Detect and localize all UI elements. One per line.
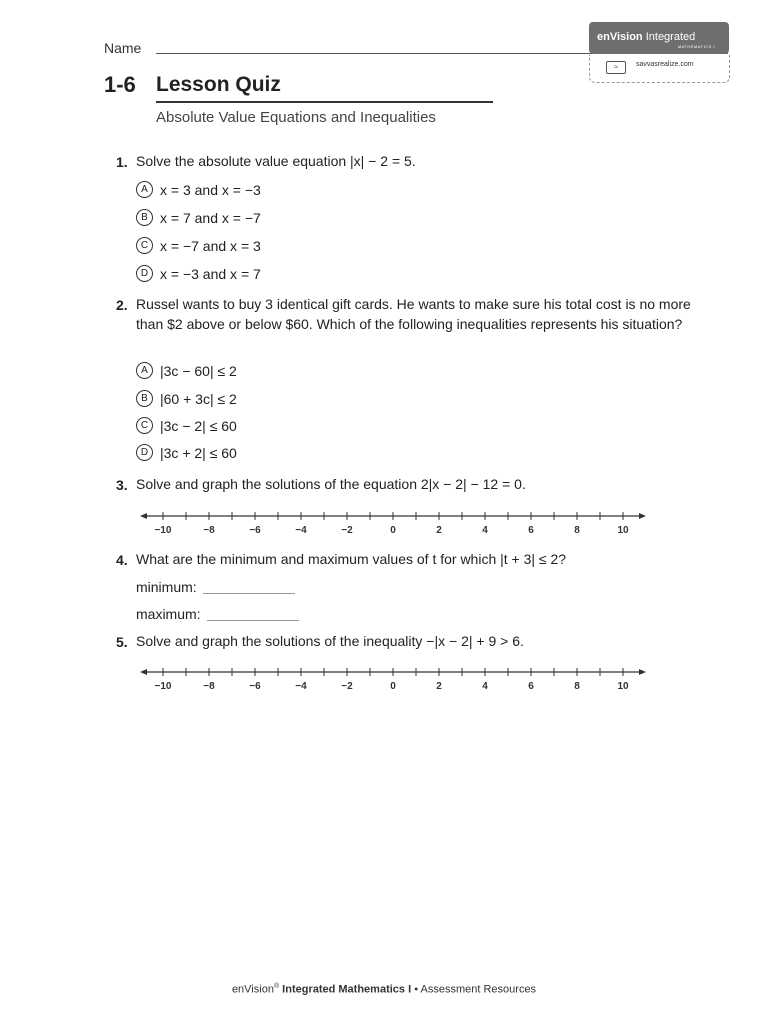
- url-box: [589, 55, 730, 83]
- name-label: Name: [104, 40, 142, 56]
- q5-number: 5.: [116, 634, 128, 650]
- q2-choice-d[interactable]: D |3c + 2| ≤ 60: [136, 444, 237, 461]
- q2-choice-c[interactable]: C |3c − 2| ≤ 60: [136, 417, 237, 434]
- number-line-tick-label: 0: [390, 525, 396, 536]
- number-line-tick-label: 2: [436, 681, 442, 692]
- number-line-tick-label: 8: [574, 681, 580, 692]
- number-line-tick-label: 8: [574, 525, 580, 536]
- right-arrow-icon: [639, 513, 646, 519]
- number-line-tick-label: 0: [390, 681, 396, 692]
- number-line-tick-label: −4: [295, 681, 307, 692]
- number-line-tick-label: −6: [249, 681, 261, 692]
- title-rule: [156, 101, 493, 103]
- q2-choice-a[interactable]: A |3c − 60| ≤ 2: [136, 362, 237, 379]
- q5-text: Solve and graph the solutions of the inequality −|x − 2| + 9 > 6.: [136, 633, 524, 649]
- q3-text: Solve and graph the solutions of the equation 2|x − 2| − 12 = 0.: [136, 476, 526, 492]
- right-arrow-icon: [639, 669, 646, 675]
- q4-minimum-row: [136, 579, 295, 595]
- number-line-tick-label: −8: [203, 525, 215, 536]
- q5-number-line[interactable]: [130, 664, 656, 698]
- brand-logo: enVision Integrated: [597, 31, 696, 43]
- left-arrow-icon: [140, 669, 147, 675]
- q4-number: 4.: [116, 552, 128, 568]
- choice-letter-circle: D: [136, 444, 153, 461]
- page-footer: enVision® Integrated Mathematics I • Assessment Resources: [231, 983, 537, 996]
- q1-text: Solve the absolute value equation |x| − 2 = 5.: [136, 153, 416, 169]
- number-line-tick-label: 4: [482, 681, 488, 692]
- url-text: savvasrealize.com: [636, 61, 694, 68]
- q1-choice-a[interactable]: A x = 3 and x = −3: [136, 181, 261, 198]
- choice-letter-circle: A: [136, 362, 153, 379]
- q3-number-line[interactable]: [130, 508, 656, 542]
- maximum-label: maximum:: [136, 606, 201, 622]
- number-line-tick-label: 6: [528, 525, 534, 536]
- choice-letter-circle: B: [136, 390, 153, 407]
- number-line-tick-label: 10: [617, 525, 629, 536]
- q2-choice-b[interactable]: B |60 + 3c| ≤ 2: [136, 390, 237, 407]
- choice-letter-circle: C: [136, 417, 153, 434]
- number-line-tick-label: −2: [341, 525, 353, 536]
- q2-number: 2.: [116, 297, 128, 313]
- number-line-tick-label: −6: [249, 525, 261, 536]
- number-line-tick-label: 10: [617, 681, 629, 692]
- choice-letter-circle: B: [136, 209, 153, 226]
- choice-letter-circle: A: [136, 181, 153, 198]
- choice-letter-circle: C: [136, 237, 153, 254]
- number-line-tick-label: 4: [482, 525, 488, 536]
- number-line-tick-label: −10: [154, 681, 172, 692]
- lesson-subtitle: Absolute Value Equations and Inequalities: [156, 109, 436, 126]
- q2-text: Russel wants to buy 3 identical gift cards. He wants to make sure his total cost is no more than $2 above or below $60. Which of the following inequalities represents his situation?: [136, 296, 691, 332]
- q1-number: 1.: [116, 154, 128, 170]
- number-line-tick-label: −2: [341, 681, 353, 692]
- choice-letter-circle: D: [136, 265, 153, 282]
- q4-maximum-row: [136, 606, 299, 622]
- q3-number: 3.: [116, 477, 128, 493]
- wifi-laptop-icon: ≈: [606, 61, 626, 74]
- brand-subtitle: MATHEMATICS I: [677, 44, 715, 49]
- lesson-number: 1-6: [104, 72, 136, 97]
- q1-choice-c[interactable]: C x = −7 and x = 3: [136, 237, 261, 254]
- left-arrow-icon: [140, 513, 147, 519]
- number-line-tick-label: 2: [436, 525, 442, 536]
- q1-choice-d[interactable]: D x = −3 and x = 7: [136, 265, 261, 282]
- number-line-tick-label: −4: [295, 525, 307, 536]
- q1-choice-b[interactable]: B x = 7 and x = −7: [136, 209, 261, 226]
- minimum-label: minimum:: [136, 579, 197, 595]
- number-line-tick-label: 6: [528, 681, 534, 692]
- number-line-tick-label: −10: [154, 525, 172, 536]
- q4-text: What are the minimum and maximum values of t for which |t + 3| ≤ 2?: [136, 551, 567, 567]
- brand-badge: [589, 22, 729, 54]
- number-line-tick-label: −8: [203, 681, 215, 692]
- maximum-answer-blank[interactable]: [207, 608, 299, 621]
- lesson-title: Lesson Quiz: [156, 73, 281, 96]
- minimum-answer-blank[interactable]: [203, 581, 295, 594]
